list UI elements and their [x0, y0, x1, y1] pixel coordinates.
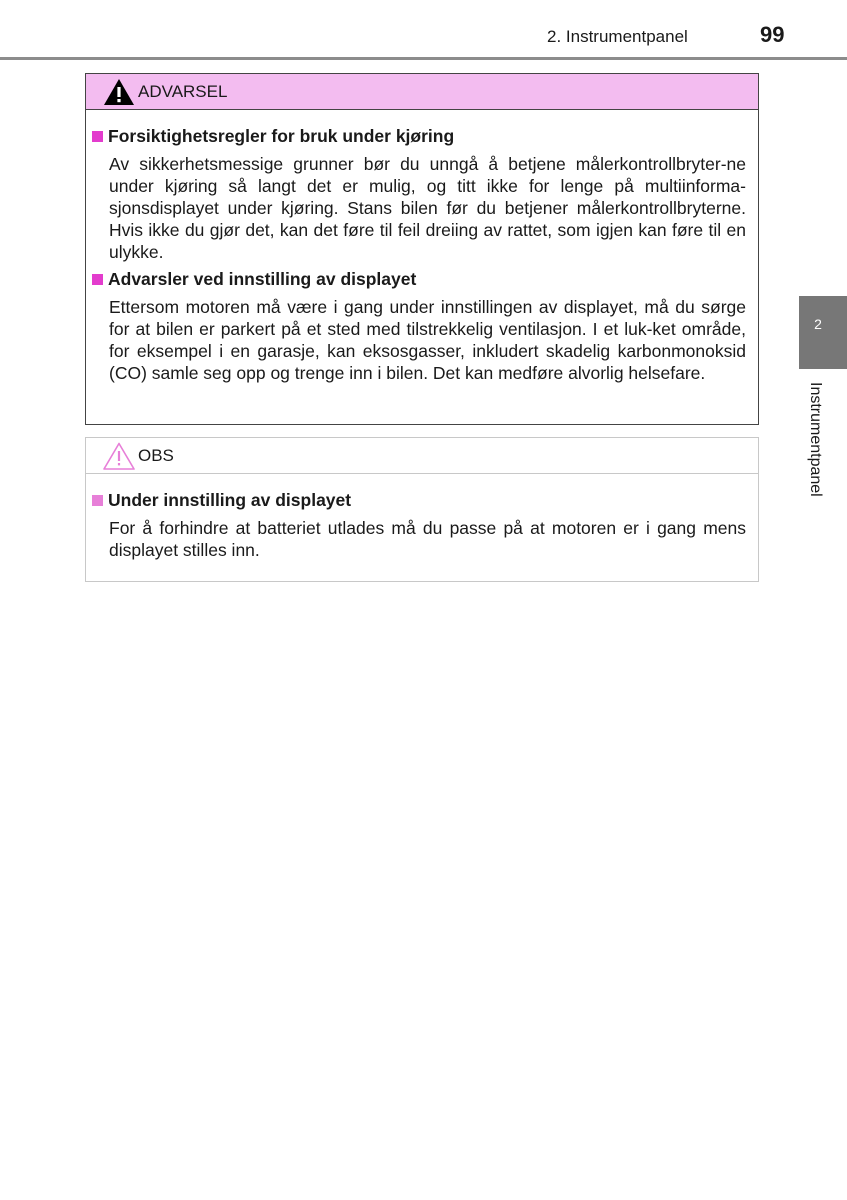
warning-section-body: Av sikkerhetsmessige grunner bør du unngå å betjene målerkontrollbryter-ne under kjøring så langt det er mulig, og titt ikke for lenge på multiinforma-sjonsdisplayet under kjøring. Stans bilen før du betjener målerkontrollbryterne. Hvis ikke du gjør det, kan det føre til feil dreiing av rattet, som igjen kan føre til en ulykke.: [109, 154, 746, 262]
page-number: 99: [760, 22, 785, 47]
heading-text: Advarsler ved innstilling av displayet: [108, 269, 417, 289]
bullet-square-icon: [92, 495, 103, 506]
caution-box: [85, 437, 759, 582]
header-divider: [0, 57, 847, 60]
caution-header: [86, 438, 758, 474]
caution-section-heading: [92, 490, 351, 511]
heading-text: Forsiktighetsregler for bruk under kjøring: [108, 126, 455, 146]
warning-section-body: Ettersom motoren må være i gang under innstillingen av displayet, må du sørge for at bilen er parkert på et sted med tilstrekkelig ventilasjon. I et luk-ket område, for eksempel i en garasje, kan eksosgasser, inkludert skadelig karbonmonoksid (CO) samle seg opp og trenge inn i bilen. Det kan medføre alvorlig helsefare.: [109, 297, 746, 383]
warning-box: [85, 73, 759, 425]
heading-text: Under innstilling av displayet: [108, 490, 352, 510]
warning-title: ADVARSEL: [138, 81, 228, 101]
warning-section-heading: [92, 269, 416, 290]
warning-header: [86, 74, 758, 110]
chapter-label: Instrumentpanel: [807, 382, 824, 497]
bullet-square-icon: [92, 131, 103, 142]
chapter-tab: [799, 296, 847, 369]
caution-title: OBS: [138, 445, 174, 465]
bullet-square-icon: [92, 274, 103, 285]
warning-triangle-icon: [102, 77, 136, 107]
warning-section-heading: [92, 126, 454, 147]
chapter-number: 2: [814, 316, 822, 332]
caution-triangle-icon: [102, 441, 136, 471]
section-title: 2. Instrumentpanel: [547, 27, 688, 46]
caution-section-body: For å forhindre at batteriet utlades må du passe på at motoren er i gang mens displayet stilles inn.: [109, 518, 746, 560]
